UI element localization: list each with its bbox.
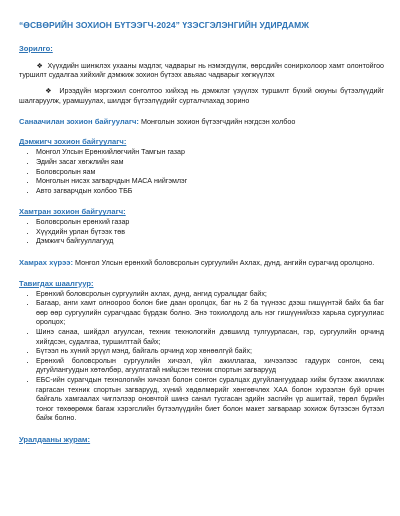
goal-paragraph-2 — [19, 87, 384, 105]
list-item: • Монголын нисэх загварчдын МАСА нийгэмлэг — [36, 177, 384, 187]
procedure-heading: Уралдааны журам: — [19, 434, 91, 444]
list-item: • Дэмжигч байгууллагууд — [36, 237, 384, 247]
list-item: • Ерөнхий боловсролын сургуулийн ахлах, дунд, ангид суралцдаг байх; — [36, 290, 384, 300]
list-item: • Монгол Улсын Ерөнхийлөгчийн Тамгын газар — [36, 148, 384, 158]
goal-heading: Зорилго: — [19, 44, 53, 53]
list-item: • ЕБС-ийн сурагчдын технологийн хичээл болон сонгон суралцах дугуйлангуудаар хийж бүтээж ажиллаж гаргасан техник спортын загварууд, хүний хөдөлмөрийг хөнгөвчлөх ХАА болон хүрээлэн буй орчин байгаль хамгаалах чиглэлээр оновчтой шинэ санал тусгасан эдийн засгийн үр ашигтай, төрөл бүрийн тоног төхөөрөмж багаж хэрэгслийн бүтээлүүдийн биет болон макет загвараар зохиож бүтээсэн бүтээл байж болно. — [36, 376, 384, 424]
partners-list — [19, 218, 384, 247]
requirements-list — [19, 290, 384, 424]
list-item: • Боловсролын ерөнхий газар — [36, 218, 384, 228]
goal-text-1: Хүүхдийн шинжлэх ухааны мэдлэг, чадварыг нь нэмэгдүүлж, өөрсдийн сонирхолоор хамт олонтойгоо туршилт судалгаа хийхийг дэмжиж зохион бүтээх авьяас чадварыг хөгжүүлэх — [19, 62, 384, 80]
document-title: “ӨСВӨРИЙН ЗОХИОН БҮТЭЭГЧ-2024” ҮЗЭСГЭЛЭНГИЙН УДИРДАМЖ — [19, 20, 310, 30]
list-item: • Шинэ санаа, шийдэл агуулсан, техник технологийн дэвшилд тулгуурласан, гэр, сургуулийн орчинд хийгдсэн, судалгаа, туршилттай байх; — [36, 328, 384, 347]
list-item: • Хүүхдийн урлан бүтээх төв — [36, 228, 384, 238]
goal-text-2: Ирээдүйн мэргэжил сонголтоо хийхэд нь дэмжлэг үзүүлэх туршилт бүхий оюуны бүтээлүүдийг шалгаруулж, урамшуулах, шилдэг бүтээлүүдийг сурталчлахад зорино — [19, 87, 384, 105]
list-item: • Бүтээл нь хүний эрүүл мэнд, байгаль орчинд хор хөнөөлгүй байх; — [36, 347, 384, 357]
scope-line — [19, 258, 384, 268]
diamond-bullet-icon: ❖ — [36, 63, 44, 70]
partners-heading: Хамтран зохион байгуулагч: — [19, 207, 126, 217]
goal-paragraph-1 — [19, 62, 384, 80]
diamond-bullet-icon: ❖ — [45, 88, 53, 96]
scope-label: Хамрах хүрээ: — [19, 258, 74, 268]
list-item: • Эдийн засаг хөгжлийн яам — [36, 158, 384, 168]
list-item: • Авто загварчдын холбоо ТББ — [36, 187, 384, 197]
list-item: • Боловсролын яам — [36, 168, 384, 178]
organizer-label: Санаачилан зохион байгуулагч: — [19, 116, 139, 126]
organizer-text: Монголын зохион бүтээгчдийн нэгдсэн холбоо — [140, 116, 296, 126]
scope-text: Монгол Улсын ерөнхий боловсролын сургуулийн Ахлах, дунд, ангийн сурагчид оролцоно. — [75, 258, 375, 268]
supporters-list — [19, 148, 384, 196]
requirements-heading: Тавигдах шаалгуур: — [19, 278, 94, 288]
supporters-heading: Дэмжигч зохион байгуулагч: — [19, 137, 127, 147]
list-item: • Багаар, анги хамт олноороо болон бие даан оролцох, баг нь 2 ба түүнээс дээш гишүүнтэй байх ба баг өөр өөр сургуулийн сурагчдаас бүрдэж болно. Энэ тохиолдолд аль нэг гишүүнийхээ харьяа сургуулиас оролцох; — [36, 299, 384, 328]
list-item: • Ерөнхий боловсролын сургуулийн хичээл, үйл ажиллагаа, хичээлээс гадуурх сонгон, секц дугуйлангуудын хөтөлбөр, агуулгатай нийцсэн техник спортын загварууд — [36, 357, 384, 376]
organizer-line — [19, 117, 384, 127]
